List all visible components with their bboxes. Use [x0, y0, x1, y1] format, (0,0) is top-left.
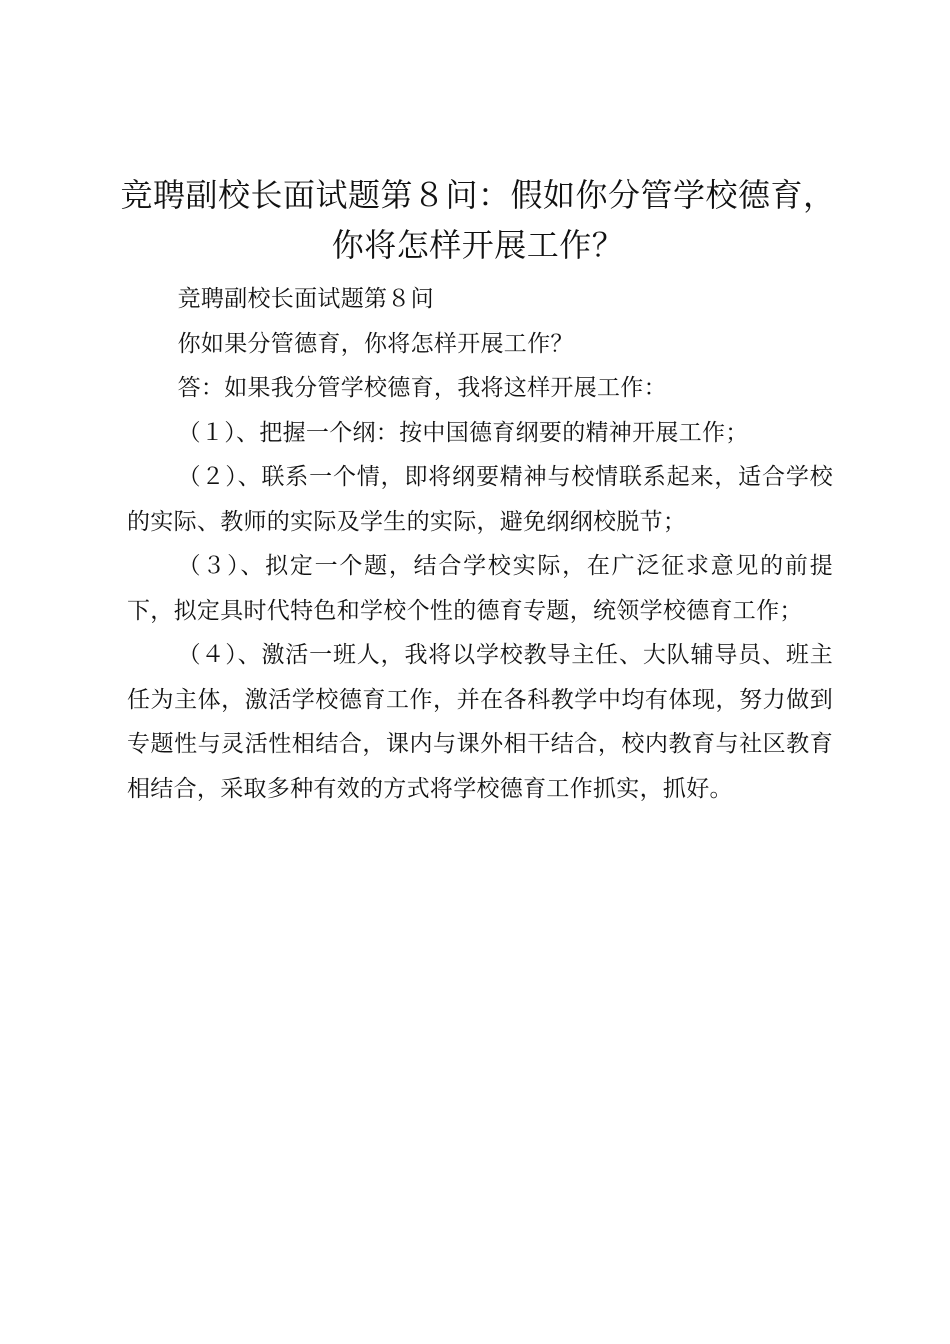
- paragraph-point-1: （１）、把握一个纲：按中国德育纲要的精神开展工作；: [177, 419, 749, 446]
- paragraph-question: 你如果分管德育，你将怎样开展工作？: [177, 330, 574, 357]
- document-body: [127, 277, 833, 811]
- paragraph-point-4: （４）、激活一班人，我将以学校教导主任、大队辅导员、班主任为主体，激活学校德育工作，并在各科教学中均有体现，努力做到专题性与灵活性相结合，课内与课外相干结合，校内教育与社区教育相结合，采取多种有效的方式将学校德育工作抓实，抓好。: [127, 642, 833, 802]
- paragraph-point-3: （３）、拟定一个题，结合学校实际，在广泛征求意见的前提下，拟定具时代特色和学校个性的德育专题，统领学校德育工作；: [127, 553, 833, 624]
- paragraph-point-2: （２）、联系一个情，即将纲要精神与校情联系起来，适合学校的实际、教师的实际及学生的实际，避免纲纲校脱节；: [127, 464, 833, 535]
- paragraph-subtitle: 竞聘副校长面试题第８问: [177, 286, 434, 312]
- paragraph-answer-intro: 答：如果我分管学校德育，我将这样开展工作：: [177, 375, 667, 401]
- document-title: 竞聘副校长面试题第８问：假如你分管学校德育，你将怎样开展工作？: [120, 176, 836, 264]
